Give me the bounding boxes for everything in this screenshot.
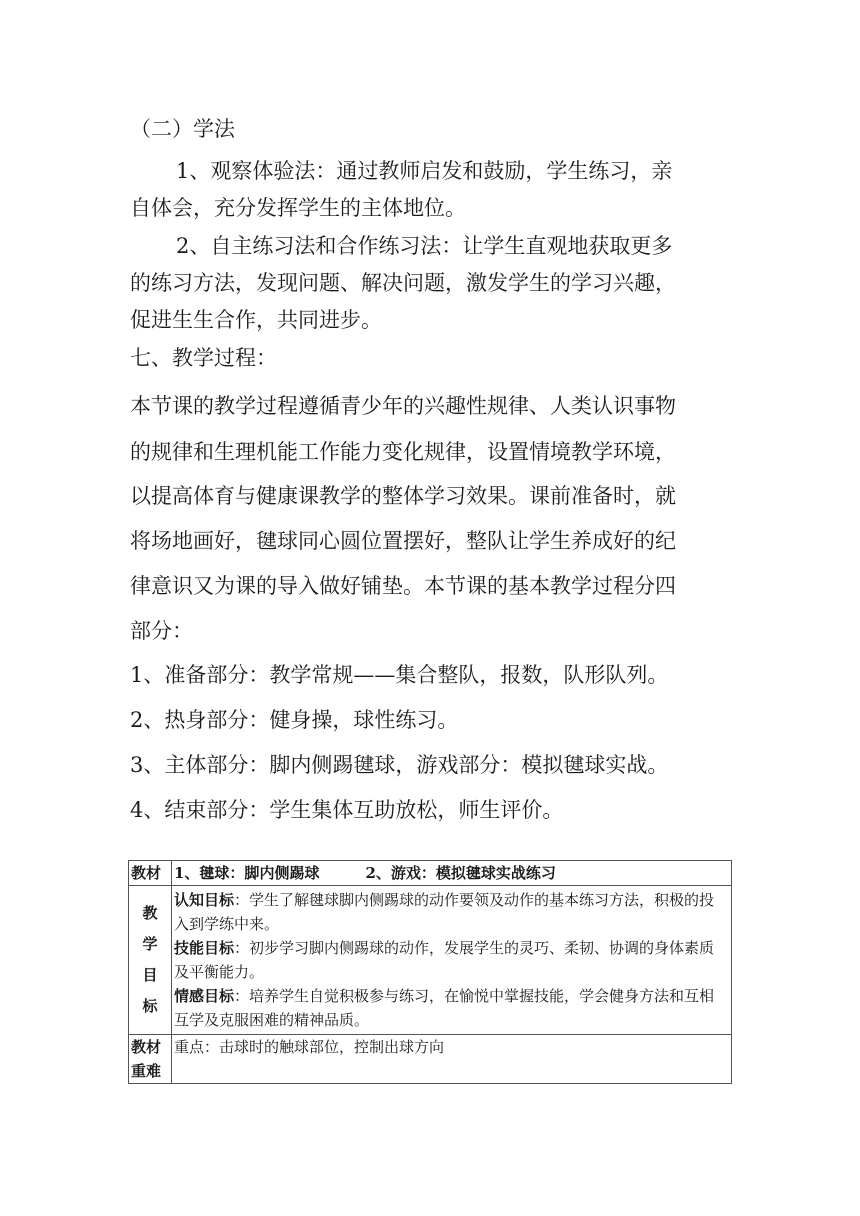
material-item-2: 2、游戏：模拟毽球实战练习	[365, 864, 556, 882]
goals-label-char: 学	[142, 935, 158, 953]
process-body-line: 将场地画好，毽球同心圆位置摆好，整队让学生养成好的纪	[130, 529, 676, 553]
goals-label	[129, 886, 172, 1035]
process-step-prep: 1、准备部分：教学常规——集合整队，报数，队形队列。	[130, 663, 669, 687]
method-2-line-1: 2、自主练习法和合作练习法：让学生直观地获取更多	[176, 234, 673, 258]
process-body-line: 部分：	[130, 619, 193, 643]
process-body-line: 律意识又为课的导入做好铺垫。本节课的基本教学过程分四	[130, 574, 676, 598]
method-2-line-2: 的练习方法，发现问题、解决问题，激发学生的学习兴趣，	[130, 271, 676, 295]
material-content	[172, 861, 732, 886]
difficulty-row	[129, 1035, 732, 1084]
difficulty-label-line: 教材	[131, 1038, 162, 1056]
material-row	[129, 861, 732, 886]
process-step-main: 3、主体部分：脚内侧踢毽球，游戏部分：模拟毽球实战。	[130, 753, 669, 777]
goal-text: ：培养学生自觉积极参与练习，在愉悦中掌握技能，学会健身方法和互相互学及克服困难的精神品质。	[174, 987, 715, 1029]
goals-row	[129, 886, 732, 1035]
difficulty-label-line: 重难	[131, 1062, 162, 1080]
goal-key: 情感目标	[174, 987, 235, 1005]
process-body-line: 以提高体育与健康课教学的整体学习效果。课前准备时，就	[130, 484, 676, 508]
goal-cognitive	[174, 888, 727, 936]
goal-key: 认知目标	[174, 891, 235, 909]
method-1-line-2: 自体会，充分发挥学生的主体地位。	[130, 196, 466, 220]
goal-text: ：学生了解毽球脚内侧踢球的动作要领及动作的基本练习方法，积极的投入到学练中来。	[174, 891, 715, 933]
goals-label-char: 标	[142, 997, 158, 1015]
goals-content	[172, 886, 732, 1035]
difficulty-label	[129, 1035, 172, 1084]
goal-key: 技能目标	[174, 939, 235, 957]
process-step-warmup: 2、热身部分：健身操，球性练习。	[130, 708, 459, 732]
goals-label-char: 目	[142, 966, 158, 984]
method-2-line-3: 促进生生合作，共同进步。	[130, 308, 382, 332]
section-title-study-methods: （二）学法	[130, 117, 235, 141]
process-step-closing: 4、结束部分：学生集体互助放松，师生评价。	[130, 798, 564, 822]
material-item-1: 1、毽球：脚内侧踢球	[174, 864, 320, 882]
process-body-line: 本节课的教学过程遵循青少年的兴趣性规律、人类认识事物	[130, 394, 676, 418]
material-label: 教材	[129, 861, 172, 886]
process-body-line: 的规律和生理机能工作能力变化规律，设置情境教学环境，	[130, 440, 676, 464]
lesson-info-table	[128, 860, 732, 1084]
goals-label-char: 教	[142, 904, 158, 922]
difficulty-content: 重点：击球时的触球部位，控制出球方向	[172, 1035, 732, 1084]
goal-skill	[174, 936, 727, 984]
goal-text: ：初步学习脚内侧踢球的动作，发展学生的灵巧、柔韧、协调的身体素质及平衡能力。	[174, 939, 715, 981]
section-title-teaching-process: 七、教学过程：	[130, 346, 277, 370]
goal-affective	[174, 984, 727, 1032]
method-1-line-1: 1、观察体验法：通过教师启发和鼓励，学生练习，亲	[176, 159, 673, 183]
